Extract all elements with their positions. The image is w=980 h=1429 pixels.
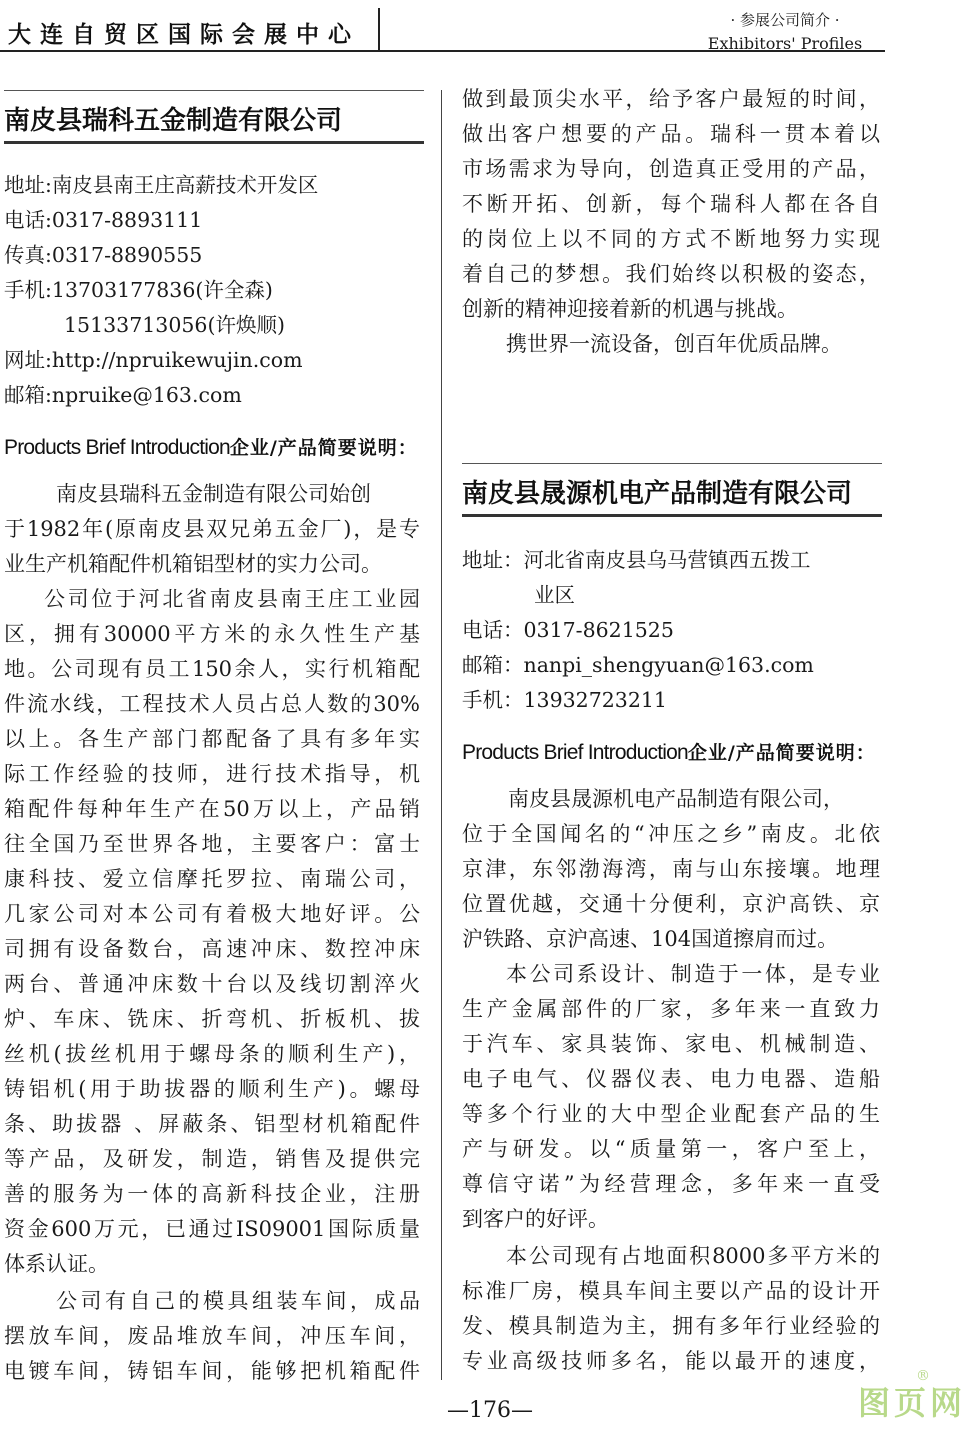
company2-mobile: 手机：13932723211 [462, 688, 667, 712]
company1-line: 业生产机箱配件机箱铝型材的实力公司。 [4, 552, 382, 576]
column-divider [441, 90, 442, 1380]
company1-cont-line: 着自己的梦想。我们始终以积极的姿态， [462, 262, 880, 286]
company2-brief-cn: 企业/产品简要说明： [687, 742, 876, 764]
company1-line: 两台、普通冲床数十台以及线切割淬火 [4, 972, 420, 996]
watermark-logo: 图页网 [858, 1384, 967, 1422]
company2-title-rule [462, 514, 882, 517]
company2-line: 生产金属部件的厂家，多年来一直致力 [462, 997, 880, 1021]
company2-name: 南皮县晟源机电产品制造有限公司 [462, 479, 853, 509]
header-section-en: Exhibitors' Profiles [707, 34, 863, 53]
company2-line: 专业高级技师多名，能以最开的速度， [462, 1349, 880, 1373]
company2-line: 京津，东邻渤海湾，南与山东接壤。地理 [462, 857, 880, 881]
company1-line: 几家公司对本公司有着极大地好评。公 [4, 902, 420, 926]
company1-web: 网址:http://npruikewujin.com [4, 348, 303, 372]
company2-line: 标准厂房，模具车间主要以产品的设计开 [462, 1279, 880, 1303]
company2-line: 产与研发。以“质量第一，客户至上， [462, 1137, 880, 1161]
company1-cont-line: 做到最顶尖水平，给予客户最短的时间， [462, 87, 880, 111]
company1-brief-en: Products Brief Introduction [4, 436, 230, 459]
registered-mark: ® [916, 1368, 930, 1384]
company1-cont-line: 创新的精神迎接着新的机遇与挑战。 [462, 297, 798, 321]
company1-continuation [462, 82, 880, 362]
company1-brief-cn: 企业/产品简要说明： [229, 437, 418, 459]
company2-tel: 电话：0317-8621525 [462, 618, 674, 642]
company1-line: 箱配件每种年生产在50万以上，产品销 [4, 797, 420, 821]
company2-line: 本公司系设计、制造于一体，是专业 [506, 962, 880, 986]
company2-address2: 业区 [534, 583, 575, 607]
company2-line: 位置优越，交通十分便利，京沪高铁、京 [462, 892, 880, 916]
company1-line: 等产品，及研发，制造，销售及提供完 [4, 1147, 420, 1171]
company1-cont-line: 的岗位上以不同的方式不断地努力实现 [462, 227, 880, 251]
company1-line: 地。公司现有员工150余人，实行机箱配 [4, 657, 420, 681]
company2-contact [462, 543, 814, 718]
company2-line: 于汽车、家具装饰、家电、机械制造、 [462, 1032, 880, 1056]
company1-line: 司拥有设备数台，高速冲床、数控冲床 [4, 937, 420, 961]
company1-title-rule [4, 141, 424, 144]
company1-line: 电镀车间，铸铝车间，能够把机箱配件 [4, 1359, 420, 1383]
company2-line: 本公司现有占地面积8000多平方米的 [506, 1244, 880, 1268]
company1-line: 公司位于河北省南皮县南王庄工业园 [44, 587, 420, 611]
company1-line: 以上。各生产部门都配备了具有多年实 [4, 727, 420, 751]
company2-line: 尊信守诺”为经营理念，多年来一直受 [462, 1172, 880, 1196]
company1-line: 善的服务为一体的高新科技企业，注册 [4, 1182, 420, 1206]
company2-line: 等多个行业的大中型企业配套产品的生 [462, 1102, 880, 1126]
header-section-cn: · 参展公司简介 · [730, 11, 840, 29]
company2-line: 到客户的好评。 [462, 1207, 609, 1231]
company2-line: 发、模具制造为主，拥有多年行业经验的 [462, 1314, 880, 1338]
company2-line: 南皮县晟源机电产品制造有限公司， [508, 787, 844, 811]
company1-top-rule [4, 90, 424, 91]
company1-tel: 电话:0317-8893111 [4, 208, 203, 232]
header-title: 大连自贸区国际会展中心 [8, 22, 360, 48]
company2-brief-en: Products Brief Introduction [462, 741, 688, 764]
company1-body [4, 477, 420, 1389]
company1-cont-line: 做出客户想要的产品。瑞科一贯本着以 [462, 122, 880, 146]
company1-line: 摆放车间，废品堆放车间，冲压车间， [4, 1324, 420, 1348]
company2-address: 地址：河北省南皮县乌马营镇西五拨工 [462, 548, 811, 572]
company2-brief-label [462, 738, 876, 765]
company1-line: 康科技、爱立信摩托罗拉、南瑞公司， [4, 867, 420, 891]
company1-contact [4, 168, 318, 413]
company1-cont-line: 市场需求为导向，创造真正受用的产品， [462, 157, 880, 181]
company1-line: 件流水线，工程技术人员占总人数的30% [4, 692, 420, 716]
company1-line: 往全国乃至世界各地，主要客户：富士 [4, 832, 420, 856]
company1-cont-line: 携世界一流设备，创百年优质品牌。 [506, 332, 842, 356]
company2-line: 位于全国闻名的“冲压之乡”南皮。北依 [462, 822, 880, 846]
company1-name: 南皮县瑞科五金制造有限公司 [4, 106, 343, 136]
company1-line: 际工作经验的技师，进行技术指导，机 [4, 762, 420, 786]
company1-fax: 传真:0317-8890555 [4, 243, 203, 267]
company2-top-rule [462, 463, 882, 464]
company1-line: 体系认证。 [4, 1252, 109, 1276]
header-section [640, 8, 930, 56]
company1-mobile2: 15133713056(许焕顺) [64, 313, 285, 337]
company1-line: 区，拥有30000平方米的永久性生产基 [4, 622, 420, 646]
company1-email: 邮箱:npruike@163.com [4, 383, 242, 407]
company1-brief-label [4, 433, 418, 460]
company2-email: 邮箱：nanpi_shengyuan@163.com [462, 653, 814, 677]
company1-line: 铸铝机(用于助拔器的顺利生产)。螺母 [4, 1077, 420, 1101]
company1-line: 条、助拔器 、屏蔽条、铝型材机箱配件 [4, 1112, 420, 1136]
company1-cont-line: 不断开拓、创新，每个瑞科人都在各自 [462, 192, 880, 216]
company2-line: 沪铁路、京沪高速、104国道擦肩而过。 [462, 927, 839, 951]
company1-mobile: 手机:13703177836(许全森) [4, 278, 273, 302]
company1-line: 资金600万元，已通过IS09001国际质量 [4, 1217, 420, 1241]
company2-body [462, 782, 880, 1379]
company1-line: 南皮县瑞科五金制造有限公司始创 [56, 482, 371, 506]
company1-address: 地址:南皮县南王庄高薪技术开发区 [4, 173, 319, 197]
company1-line: 公司有自己的模具组装车间，成品 [56, 1289, 420, 1313]
company2-line: 电子电气、仪器仪表、电力电器、造船 [462, 1067, 880, 1091]
company1-line: 于1982年(原南皮县双兄弟五金厂)，是专 [4, 517, 420, 541]
page-number: —176— [447, 1398, 533, 1423]
company1-line: 炉、车床、铣床、折弯机、折板机、拔 [4, 1007, 420, 1031]
company1-line: 丝机(拔丝机用于螺母条的顺利生产)， [4, 1042, 420, 1066]
